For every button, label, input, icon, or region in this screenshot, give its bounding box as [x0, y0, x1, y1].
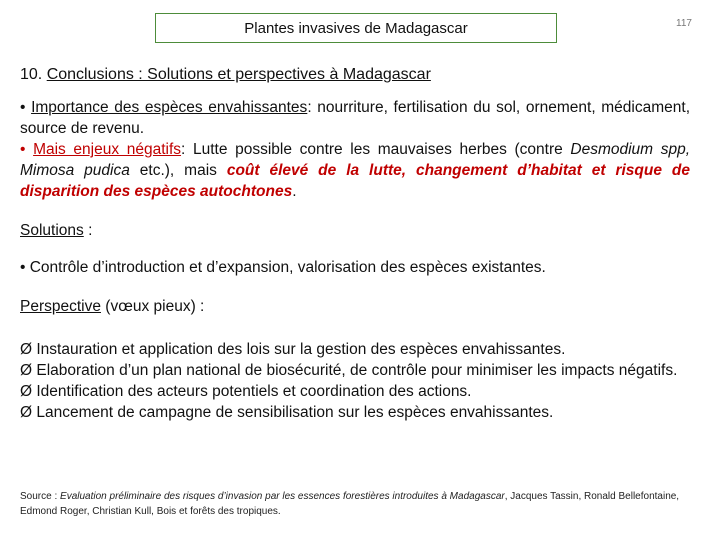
enjeux-paragraph [20, 139, 690, 202]
solutions-bullet: • Contrôle d’introduction et d’expansion, valorisation des espèces existantes. [20, 259, 546, 276]
importance-text: : nourriture, fertilisation du sol, ornement, médicament, source de revenu. [20, 99, 690, 137]
slide-title: Plantes invasives de Madagascar [244, 19, 468, 37]
perspective-suffix: (vœux pieux) : [100, 298, 205, 315]
perspective-label: Perspective [20, 298, 101, 315]
slide-content [20, 64, 690, 423]
heading-number: 10. [20, 66, 47, 83]
enjeux-end: . [292, 183, 297, 200]
heading-text: Conclusions : Solutions et perspectives à Madagascar [46, 66, 431, 83]
importance-bullet: • [20, 99, 32, 116]
perspective-label-line [20, 296, 690, 317]
perspective-item: Ø Lancement de campagne de sensibilisation sur les espèces envahissantes. [20, 404, 554, 421]
slide-header-box [155, 13, 557, 43]
solutions-suffix: : [83, 222, 93, 239]
source-title: Evaluation préliminaire des risques d’invasion par les essences forestières introduites à Madagascar [60, 491, 505, 502]
enjeux-text2: etc.), mais [129, 162, 227, 179]
solutions-label: Solutions [20, 222, 84, 239]
perspective-item: Ø Elaboration d’un plan national de biosécurité, de contrôle pour minimiser les impacts négatifs. [20, 362, 678, 379]
source-prefix: Source : [20, 491, 61, 502]
enjeux-bullet: • [20, 141, 34, 158]
importance-term: Importance des espèces envahissantes [31, 99, 308, 116]
solutions-label-line [20, 220, 690, 241]
enjeux-text1: : Lutte possible contre les mauvaises herbes (contre [181, 141, 571, 158]
perspective-list [20, 339, 690, 423]
enjeux-term: Mais enjeux négatifs [33, 141, 182, 158]
importance-paragraph [20, 97, 690, 139]
enjeux-species: Desmodium spp, Mimosa pudica [20, 141, 690, 179]
page-number: 117 [676, 18, 692, 29]
source-authors: , Jacques Tassin, Ronald Bellefontaine, Edmond Roger, Christian Kull, Bois et forêts des tropiques. [20, 491, 680, 517]
perspective-item: Ø Instauration et application des lois sur la gestion des espèces envahissantes. [20, 341, 566, 358]
enjeux-emphasis: coût élevé de la lutte, changement d’habitat et risque de disparition des espèces autochtones [20, 162, 690, 200]
perspective-item: Ø Identification des acteurs potentiels et coordination des actions. [20, 383, 472, 400]
section-heading [20, 64, 690, 85]
source-citation [20, 489, 690, 519]
